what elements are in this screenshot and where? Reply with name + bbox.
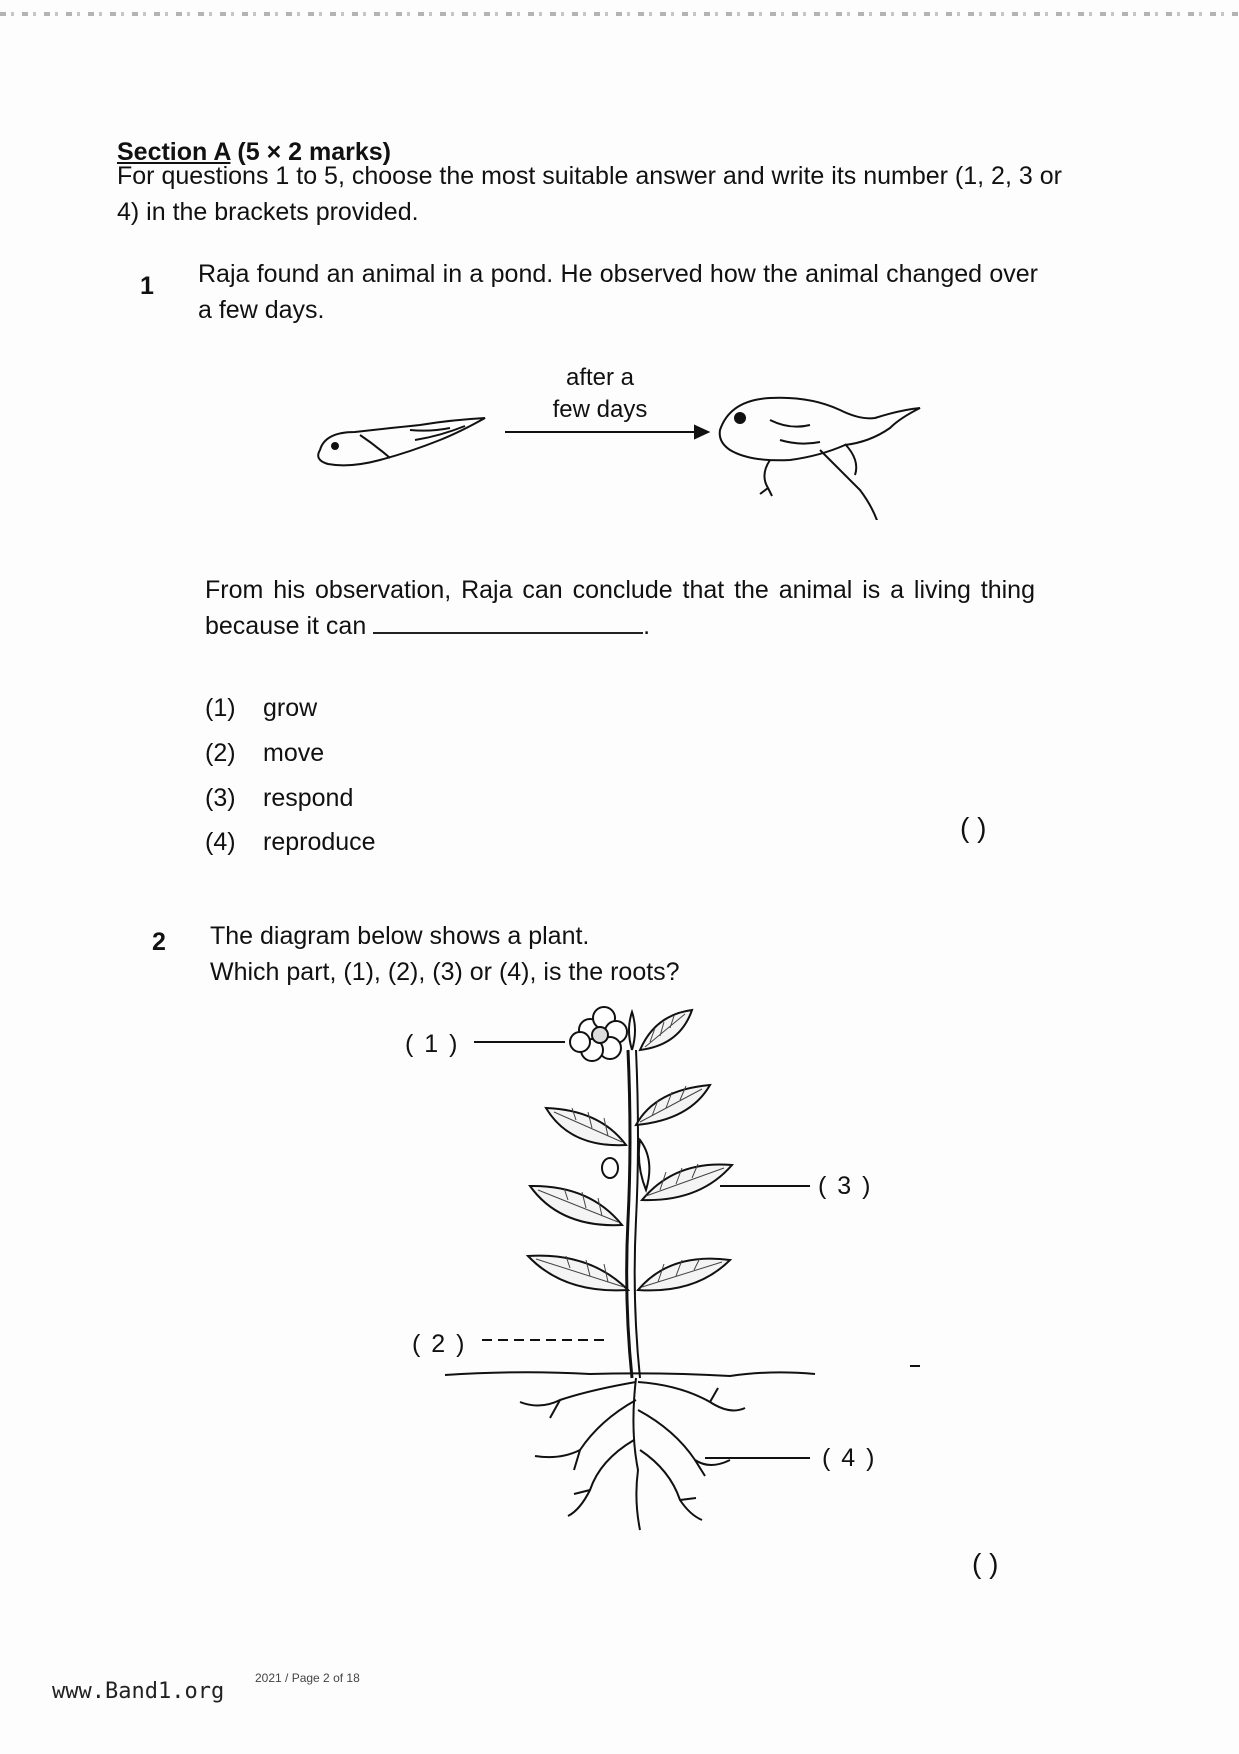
plant-diagram [440,990,940,1550]
question-2-answer-bracket[interactable]: ( ) [972,1548,999,1579]
question-1-conclusion: From his observation, Raja can conclude that the animal is a living thing because it can . [205,576,1035,640]
question-2-line-2: Which part, (1), (2), (3) or (4), is the roots? [210,958,680,986]
option-4 [205,824,376,860]
website-watermark: www.Band1.org [52,1679,225,1704]
option-3 [205,780,353,816]
question-1-text: Raja found an animal in a pond. He observed how the animal changed over a few days. [198,260,1038,324]
question-2-text [210,918,1010,990]
plant-label-2: ( 2 ) [412,1330,467,1358]
conclusion-text: From his observation, Raja can conclude that the animal is a living thing because it can [205,576,1035,640]
option-number: (2) [205,739,236,767]
page-info: 2021 / Page 2 of 18 [255,1671,360,1685]
option-2 [205,735,324,771]
option-number: (3) [205,784,236,812]
flower [570,1007,635,1061]
plant-label-4: ( 4 ) [822,1444,877,1472]
arrow-label-line-1: after a [565,364,635,391]
option-text: respond [263,784,354,812]
option-number: (4) [205,828,236,856]
section-marks: (5 × 2 marks) [230,138,391,166]
plant-label-3: ( 3 ) [818,1172,873,1200]
option-1 [205,690,317,726]
option-number: (1) [205,694,236,722]
tadpole-to-froglet-diagram [300,370,960,520]
tadpole-drawing [318,418,485,465]
scan-noise [0,12,1239,16]
option-text: grow [263,694,318,722]
bud [602,1140,649,1190]
froglet-drawing [720,398,920,520]
stem [627,1050,632,1378]
question-1-answer-bracket[interactable]: ( ) [960,812,987,843]
option-text: move [263,739,325,767]
section-title: Section A [117,138,231,166]
roots [520,1378,745,1530]
question-1-number: 1 [140,272,154,300]
section-instructions: For questions 1 to 5, choose the most suitable answer and write its number (1, 2, 3 or 4) in the brackets provided. [117,162,1062,226]
plant-label-1: ( 1 ) [405,1030,460,1058]
arrow-label-line-2: few days [552,396,648,423]
question-2-line-1: The diagram below shows a plant. [210,922,590,950]
question-2-number: 2 [152,928,166,956]
option-text: reproduce [263,828,376,856]
arrow [505,426,708,438]
answer-blank [373,610,643,634]
